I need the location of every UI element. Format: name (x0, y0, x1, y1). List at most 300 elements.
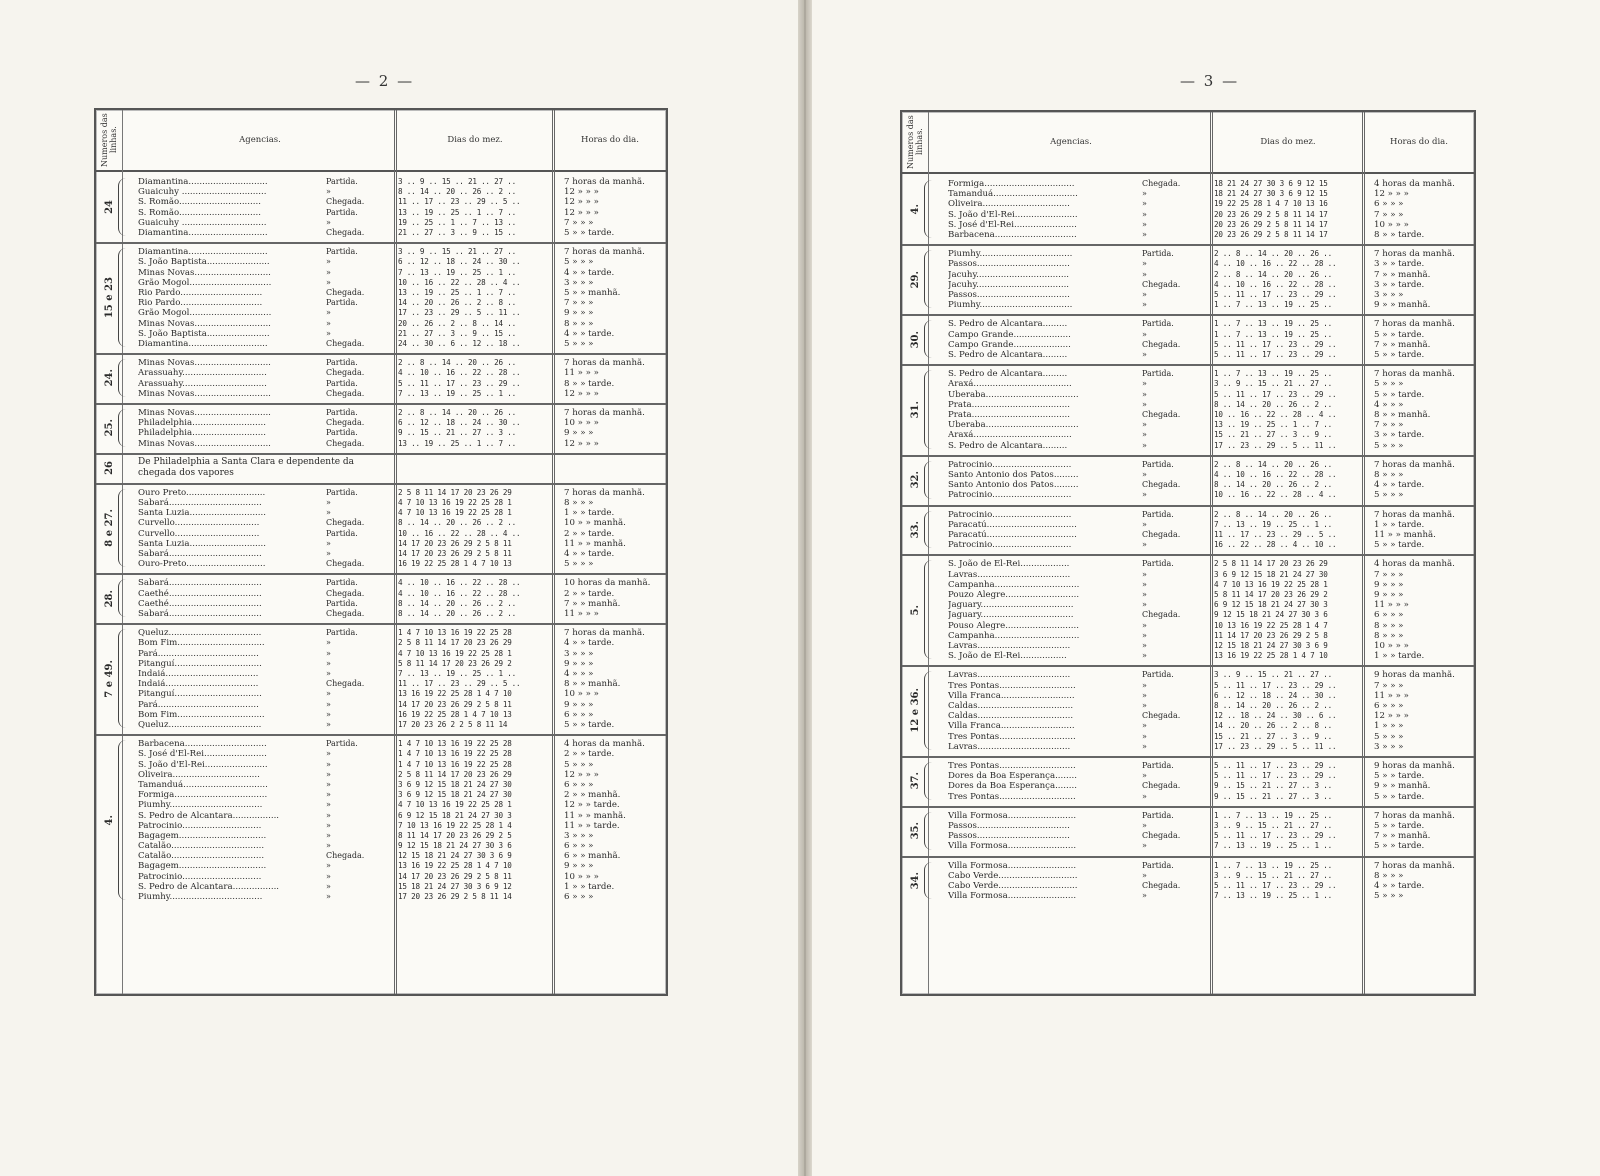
days-cell: 4 7 10 13 16 19 22 25 28 1 (398, 648, 512, 658)
table-row (902, 881, 1474, 891)
hour-cell: 5 » » tarde. (1374, 771, 1425, 782)
hour-cell: 4 » » tarde. (564, 328, 615, 339)
hour-cell: 7 horas da manhã. (564, 177, 645, 187)
hour-cell: 8 » » » (1374, 469, 1404, 480)
status-cell: » (326, 709, 331, 719)
table-row (96, 319, 666, 329)
days-cell: 6 9 12 15 18 21 24 27 30 3 (398, 810, 512, 820)
hour-cell: 9 » » manhã. (1374, 300, 1431, 311)
days-cell: 4 7 10 13 16 19 22 25 28 1 (1214, 579, 1328, 589)
days-cell: 3 .. 9 .. 15 .. 21 .. 27 .. (1214, 870, 1333, 880)
table-row (902, 319, 1474, 329)
days-cell: 3 .. 9 .. 15 .. 21 .. 27 .. (1214, 379, 1333, 389)
line-number-label: 15 e 23 (103, 277, 115, 319)
days-cell: 15 18 21 24 27 30 3 6 9 12 (398, 881, 512, 891)
line-number-label: 8 e 27. (103, 509, 115, 547)
table-row (96, 308, 666, 318)
agency-cell: Santo Antonio dos Patos......... (948, 480, 1079, 491)
status-cell: » (326, 497, 331, 507)
days-cell: 21 .. 27 .. 3 .. 9 .. 15 .. (398, 227, 517, 237)
status-cell: » (326, 257, 331, 267)
hour-cell: 7 horas da manhã. (564, 408, 645, 418)
status-cell: Chegada. (326, 388, 365, 398)
table-row (902, 490, 1474, 500)
days-cell: 8 .. 14 .. 20 .. 26 .. 2 .. (1214, 399, 1333, 409)
agency-cell: S. Pedro de Alcantara................. (138, 810, 280, 821)
header-line-numbers: Numeros das linhas. (100, 113, 118, 167)
table-row (902, 220, 1474, 230)
agency-cell: Indaiá.................................. (138, 679, 259, 690)
status-cell: » (326, 820, 331, 830)
days-cell: 4 7 10 13 16 19 22 25 28 1 (398, 508, 512, 518)
table-row (902, 781, 1474, 791)
days-cell: 10 .. 16 .. 22 .. 28 .. 4 .. (1214, 409, 1337, 419)
days-cell: 17 .. 23 .. 29 .. 5 .. 11 .. (398, 308, 521, 318)
status-cell: » (326, 790, 331, 800)
days-cell: 16 19 22 25 28 1 4 7 10 13 (398, 559, 512, 569)
agency-cell: Jacuhy.................................. (948, 279, 1070, 290)
agency-cell: Santo Antonio dos Patos......... (948, 469, 1079, 480)
page-right (812, 0, 1600, 1176)
days-cell: 8 .. 14 .. 20 .. 26 .. 2 .. (398, 187, 517, 197)
days-cell: 3 .. 9 .. 15 .. 21 .. 27 .. (398, 247, 517, 257)
status-cell: Partida. (326, 578, 358, 588)
hour-cell: 12 » » » (564, 769, 599, 780)
agency-cell: Pará..................................... (138, 699, 259, 710)
table-row (96, 257, 666, 267)
agency-cell: Minas Novas............................ (138, 408, 271, 418)
table-row (96, 821, 666, 831)
days-cell: 16 19 22 25 28 1 4 7 10 13 (398, 709, 512, 719)
line-group (902, 455, 1474, 507)
agency-cell: Jacuhy.................................. (948, 269, 1070, 280)
table-row (902, 189, 1474, 199)
hour-cell: 7 » » » (564, 298, 594, 309)
table-header (902, 112, 1474, 174)
agency-cell: Caethé.................................. (138, 588, 262, 599)
days-cell: 10 .. 16 .. 22 .. 28 .. 4 .. (398, 277, 521, 287)
hour-cell: 6 » » » (1374, 199, 1404, 210)
days-cell: 1 .. 7 .. 13 .. 19 .. 25 .. (1214, 860, 1333, 870)
hour-cell: 9 » » » (564, 308, 594, 319)
table-row (96, 247, 666, 257)
days-cell: 8 .. 14 .. 20 .. 26 .. 2 .. (398, 608, 517, 618)
days-cell: 4 .. 10 .. 16 .. 22 .. 28 .. (1214, 279, 1337, 289)
status-cell: » (1142, 690, 1147, 700)
agency-cell: Minas Novas............................ (138, 358, 271, 369)
hour-cell: 9 » » » (1374, 589, 1404, 600)
table-row (96, 589, 666, 599)
days-cell: 11 14 17 20 23 26 29 2 5 8 (1214, 630, 1328, 640)
days-cell: 2 5 8 11 14 17 20 23 26 29 (398, 638, 512, 648)
agency-cell: Tamanduá............................... (138, 779, 268, 790)
table-row (96, 790, 666, 800)
status-cell: » (326, 318, 331, 328)
hour-cell: 10 » » » (1374, 640, 1409, 651)
status-cell: » (1142, 219, 1147, 229)
table-row (96, 578, 666, 588)
hour-cell: 12 » » » (564, 207, 599, 218)
table-row (96, 358, 666, 368)
table-row (96, 187, 666, 197)
agency-cell: Sabará.................................. (138, 497, 262, 508)
line-group (96, 242, 666, 355)
days-cell: 7 10 13 16 19 22 25 28 1 4 (398, 820, 512, 830)
hour-cell: 7 horas da manhã. (1374, 369, 1455, 380)
hour-cell: 7 » » manhã. (564, 598, 621, 609)
hour-cell: 8 » » » (1374, 620, 1404, 631)
days-cell: 15 .. 21 .. 27 .. 3 .. 9 .. (1214, 430, 1333, 440)
status-cell: Partida. (1142, 319, 1174, 329)
days-cell: 6 .. 12 .. 18 .. 24 .. 30 .. (1214, 690, 1337, 700)
agency-cell: Piumhy.................................. (138, 800, 263, 811)
status-cell: » (1142, 349, 1147, 359)
line-number-label: 4. (103, 815, 115, 826)
days-cell: 5 .. 11 .. 17 .. 23 .. 29 .. (1214, 880, 1337, 890)
hour-cell: 3 » » tarde. (1374, 279, 1425, 290)
days-cell: 4 .. 10 .. 16 .. 22 .. 28 .. (1214, 469, 1337, 479)
hour-cell: 8 » » tarde. (1374, 229, 1425, 240)
table-row (96, 177, 666, 187)
days-cell: 7 .. 13 .. 19 .. 25 .. 1 .. (398, 668, 517, 678)
days-cell: 5 .. 11 .. 17 .. 23 .. 29 .. (1214, 680, 1337, 690)
line-number-label: 24. (103, 369, 115, 387)
agency-cell: Patrocinio............................. (948, 509, 1072, 520)
days-cell: 7 .. 13 .. 19 .. 25 .. 1 .. (398, 267, 517, 277)
agency-cell: Patrocinio............................. (948, 540, 1072, 551)
agency-cell: S. Romão.............................. (138, 197, 261, 208)
table-row (902, 771, 1474, 781)
agency-cell: Ouro-Preto............................. (138, 559, 266, 570)
header-hours: Horas do dia. (1390, 137, 1448, 147)
days-cell: 5 .. 11 .. 17 .. 23 .. 29 .. (398, 378, 521, 388)
agency-cell: S. João d'El-Rei....................... (138, 759, 268, 770)
group-note: De Philadelphia a Santa Clara e dependente da chegada dos vapores (138, 456, 355, 478)
table-row (902, 732, 1474, 742)
status-cell: » (326, 277, 331, 287)
table-row (902, 470, 1474, 480)
agency-cell: Sabará.................................. (138, 548, 262, 559)
hour-cell: 1 » » tarde. (564, 508, 615, 519)
header-days: Dias do mez. (447, 135, 503, 145)
line-number-label: 35. (909, 821, 921, 840)
days-cell: 14 17 20 23 26 29 2 5 8 11 (398, 538, 512, 548)
table-row (96, 208, 666, 218)
hour-cell: 7 horas da manhã. (564, 628, 645, 639)
page-left (0, 0, 798, 1176)
line-number-label: 12 e 36. (909, 688, 921, 733)
agency-cell: S. Pedro de Alcantara......... (948, 440, 1068, 451)
status-cell: » (326, 548, 331, 558)
line-number-label: 32. (909, 470, 921, 489)
table-row (902, 641, 1474, 651)
table-row (902, 530, 1474, 540)
agency-cell: Guaicuhy ............................... (138, 217, 267, 228)
line-number-label: 29. (909, 270, 921, 288)
line-number-label: 25. (103, 419, 115, 437)
table-row (902, 651, 1474, 661)
days-cell: 5 .. 11 .. 17 .. 23 .. 29 .. (1214, 761, 1337, 770)
status-cell: Partida. (326, 428, 358, 438)
table-row (96, 218, 666, 228)
agency-cell: Dores da Boa Esperança........ (948, 771, 1077, 782)
table-row (96, 638, 666, 648)
line-group (96, 453, 666, 485)
table-row (96, 549, 666, 559)
line-group (96, 734, 666, 906)
table-row (96, 379, 666, 389)
status-cell: » (1142, 420, 1147, 430)
line-number-label: 34. (909, 871, 921, 890)
table-row (96, 679, 666, 689)
agency-cell: Villa Formosa......................... (948, 841, 1077, 852)
table-row (902, 379, 1474, 389)
agency-cell: Paracatú................................. (948, 519, 1077, 530)
agency-cell: Caethé.................................. (138, 598, 262, 609)
agency-cell: Diamantina............................. (138, 338, 268, 349)
agency-cell: Barbacena.............................. (138, 739, 267, 750)
days-cell: 12 15 18 21 24 27 30 3 6 9 (398, 851, 512, 861)
status-cell: Chegada. (1142, 610, 1181, 620)
table-row (902, 230, 1474, 240)
agency-cell: Jaguary.................................. (948, 600, 1074, 611)
table-header (96, 110, 666, 172)
days-cell: 2 .. 8 .. 14 .. 20 .. 26 .. (1214, 459, 1333, 469)
table-row (96, 197, 666, 207)
header-line-numbers: Numeros das linhas. (906, 115, 924, 169)
status-cell: » (1142, 440, 1147, 450)
hour-cell: 7 » » » (564, 217, 594, 228)
line-number-label: 26 (103, 460, 115, 475)
hour-cell: 7 horas da manhã. (1374, 509, 1455, 520)
hour-cell: 11 » » » (1374, 690, 1409, 701)
table-row (96, 892, 666, 902)
status-cell: » (1142, 771, 1147, 781)
table-row (96, 739, 666, 749)
hour-cell: 5 » » tarde. (564, 227, 615, 238)
page-number: — 3 — (1180, 72, 1240, 90)
table-row (902, 580, 1474, 590)
days-cell: 1 .. 7 .. 13 .. 19 .. 25 .. (1214, 810, 1333, 820)
status-cell: » (1142, 820, 1147, 830)
hour-cell: 2 » » tarde. (564, 749, 615, 760)
line-number-label: 31. (909, 400, 921, 419)
status-cell: Chegada. (1142, 409, 1181, 419)
days-cell: 2 .. 8 .. 14 .. 20 .. 26 .. (398, 408, 517, 417)
table-row (96, 428, 666, 438)
hour-cell: 7 » » manhã. (1374, 339, 1431, 350)
agency-cell: Pará..................................... (138, 648, 259, 659)
status-cell: » (1142, 469, 1147, 479)
days-cell: 4 7 10 13 16 19 22 25 28 1 (398, 800, 512, 810)
agency-cell: Rio Pardo.............................. (138, 287, 263, 298)
status-cell: Chegada. (326, 368, 365, 378)
status-cell: Chegada. (326, 197, 365, 207)
status-cell: » (326, 689, 331, 699)
table-row (96, 720, 666, 730)
table-row (96, 539, 666, 549)
hour-cell: 6 » » manhã. (564, 851, 621, 862)
table-row (902, 761, 1474, 771)
status-cell: Partida. (1142, 860, 1174, 870)
agency-cell: Piumhy.................................. (138, 892, 263, 902)
days-cell: 12 .. 18 .. 24 .. 30 .. 6 .. (1214, 711, 1337, 721)
agency-cell: Arassuahy............................... (138, 378, 267, 389)
header-hours: Horas do dia. (581, 135, 639, 145)
agency-cell: Curvello............................... (138, 528, 260, 539)
days-cell: 4 7 10 13 16 19 22 25 28 1 (398, 497, 512, 507)
status-cell: » (1142, 269, 1147, 279)
table-row (96, 800, 666, 810)
agency-cell: Minas Novas............................ (138, 388, 271, 399)
line-group (96, 483, 666, 576)
days-cell: 9 .. 15 .. 21 .. 27 .. 3 .. (1214, 791, 1333, 801)
agency-cell: Bom Fim................................ (138, 638, 265, 649)
hour-cell: 9 » » » (564, 658, 594, 669)
days-cell: 1 4 7 10 13 16 19 22 25 28 (398, 759, 512, 769)
hour-cell: 5 » » tarde. (564, 719, 615, 730)
days-cell: 2 .. 8 .. 14 .. 20 .. 26 .. (1214, 249, 1333, 259)
hour-cell: 8 » » » (1374, 870, 1404, 881)
agency-cell: Minas Novas............................ (138, 267, 271, 278)
hour-cell: 7 » » manhã. (1374, 831, 1431, 842)
status-cell: Chegada. (326, 851, 365, 861)
table-row (902, 540, 1474, 550)
days-cell: 2 5 8 11 14 17 20 23 26 29 (398, 487, 512, 497)
hour-cell: 5 » » manhã. (564, 287, 621, 298)
days-cell: 5 .. 11 .. 17 .. 23 .. 29 .. (1214, 349, 1337, 359)
hour-cell: 7 horas da manhã. (1374, 459, 1455, 470)
table-row (902, 721, 1474, 731)
table-row (902, 520, 1474, 530)
hour-cell: 11 » » » (564, 608, 599, 619)
status-cell: Chegada. (326, 559, 365, 569)
days-cell: 3 .. 9 .. 15 .. 21 .. 27 .. (1214, 670, 1333, 680)
table-row (902, 369, 1474, 379)
agency-cell: Oliveira................................ (138, 769, 260, 780)
table-row (902, 259, 1474, 269)
status-cell: Chegada. (1142, 339, 1181, 349)
hour-cell: 5 » » » (1374, 731, 1404, 742)
table-row (902, 270, 1474, 280)
days-cell: 13 16 19 22 25 28 1 4 7 10 (398, 689, 512, 699)
hour-cell: 6 » » » (564, 709, 594, 720)
status-cell: » (1142, 640, 1147, 650)
agency-cell: Prata.................................... (948, 409, 1070, 420)
days-cell: 17 20 23 26 2 2 5 8 11 14 (398, 719, 508, 729)
agency-cell: Patrocinio............................. (138, 820, 262, 831)
status-cell: » (1142, 379, 1147, 389)
status-cell: Partida. (1142, 670, 1174, 680)
days-cell: 18 21 24 27 30 3 6 9 12 15 (1214, 179, 1328, 188)
table-row (902, 792, 1474, 802)
agency-cell: Barbacena.............................. (948, 229, 1077, 240)
days-cell: 5 .. 11 .. 17 .. 23 .. 29 .. (1214, 771, 1337, 781)
agency-cell: Patrocinio............................. (948, 459, 1072, 470)
hour-cell: 7 horas da manhã. (564, 247, 645, 258)
days-cell: 3 6 9 12 15 18 21 24 27 30 (398, 790, 512, 800)
agency-cell: Araxá.................................... (948, 430, 1072, 441)
agency-cell: Tamanduá............................... (948, 189, 1078, 200)
table-row (96, 298, 666, 308)
table-row (902, 290, 1474, 300)
agency-cell: S. José d'El-Rei....................... (138, 749, 267, 760)
hour-cell: 12 » » » (1374, 711, 1409, 722)
agency-cell: Prata.................................... (948, 399, 1070, 410)
table-row (902, 510, 1474, 520)
hour-cell: 12 » » tarde. (564, 800, 620, 811)
table-row (902, 249, 1474, 259)
days-cell: 2 .. 8 .. 14 .. 20 .. 26 .. (398, 358, 517, 368)
agency-cell: S. Pedro de Alcantara......... (948, 319, 1068, 330)
days-cell: 16 .. 22 .. 28 .. 4 .. 10 .. (1214, 540, 1337, 550)
table-row (902, 600, 1474, 610)
status-cell: » (1142, 579, 1147, 589)
days-cell: 19 22 25 28 1 4 7 10 13 16 (1214, 199, 1328, 209)
status-cell: » (326, 668, 331, 678)
hour-cell: 10 » » » (564, 871, 599, 882)
days-cell: 17 .. 23 .. 29 .. 5 .. 11 .. (1214, 440, 1337, 450)
table-row (902, 871, 1474, 881)
agency-cell: Queluz.................................. (138, 719, 262, 730)
line-group (902, 505, 1474, 557)
hour-cell: 4 » » tarde. (564, 638, 615, 649)
table-row (96, 659, 666, 669)
status-cell: » (326, 871, 331, 881)
days-cell: 8 .. 14 .. 20 .. 26 .. 2 .. (398, 598, 517, 608)
hour-cell: 1 » » tarde. (1374, 519, 1425, 530)
agency-cell: Cabo Verde............................. (948, 870, 1078, 881)
status-cell: Partida. (326, 528, 358, 538)
hour-cell: 5 » » tarde. (1374, 791, 1425, 802)
agency-cell: Ouro Preto............................. (138, 487, 266, 498)
agency-cell: Santa Luzia............................ (138, 538, 266, 549)
line-number-label: 7 e 49. (103, 659, 115, 698)
hour-cell: 6 » » » (564, 841, 594, 852)
table-row (902, 691, 1474, 701)
table-body (902, 174, 1474, 994)
status-cell: » (1142, 651, 1147, 661)
hour-cell: 8 » » manhã. (1374, 409, 1431, 420)
days-cell: 13 .. 19 .. 25 .. 1 .. 7 .. (398, 438, 517, 448)
status-cell: Chegada. (326, 418, 365, 428)
days-cell: 19 .. 25 .. 1 .. 7 .. 13 .. (398, 217, 517, 227)
hour-cell: 1 » » » (1374, 721, 1404, 732)
table-row (902, 300, 1474, 310)
agency-cell: Sabará.................................. (138, 578, 262, 589)
table-row (902, 891, 1474, 901)
status-cell: » (326, 658, 331, 668)
agency-cell: Philadelphia........................... (138, 428, 266, 439)
status-cell: » (1142, 620, 1147, 630)
status-cell: » (326, 810, 331, 820)
status-cell: » (1142, 630, 1147, 640)
days-cell: 1 .. 7 .. 13 .. 19 .. 25 .. (1214, 300, 1333, 310)
days-cell: 8 .. 14 .. 20 .. 26 .. 2 .. (1214, 480, 1333, 490)
status-cell: » (1142, 490, 1147, 500)
agency-cell: Pitanguí................................ (138, 658, 262, 669)
hour-cell: 10 horas da manhã. (564, 578, 651, 589)
status-cell: » (326, 699, 331, 709)
line-group (902, 244, 1474, 316)
days-cell: 1 .. 7 .. 13 .. 19 .. 25 .. (1214, 369, 1333, 379)
days-cell: 6 .. 12 .. 18 .. 24 .. 30 .. (398, 418, 521, 428)
header-agencies: Agencias. (239, 135, 281, 145)
line-group (902, 314, 1474, 366)
agency-cell: S. João de El-Rei.................. (948, 559, 1070, 570)
days-cell: 2 .. 8 .. 14 .. 20 .. 26 .. (1214, 269, 1333, 279)
line-number-label: 5. (909, 604, 921, 616)
